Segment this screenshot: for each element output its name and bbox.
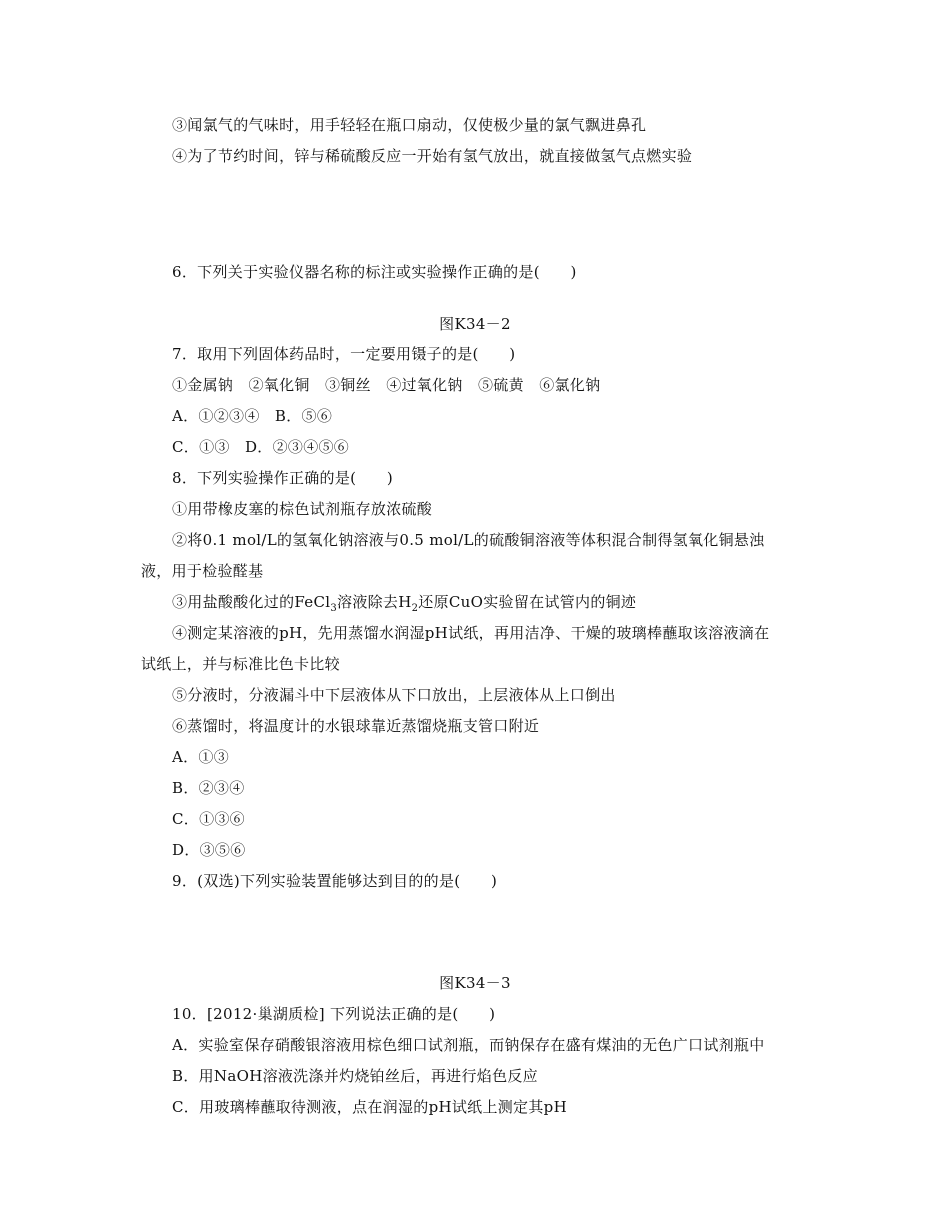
item-4-hydrogen-ignition: ④为了节约时间，锌与稀硫酸反应一开始有氢气放出，就直接做氢气点燃实验 <box>172 147 693 165</box>
subscript-3: 3 <box>330 603 338 614</box>
question-8-item-2: ②将0.1 mol/L的氢氧化钠溶液与0.5 mol/L的硫酸铜溶液等体积混合制得氢氧化铜悬浊 <box>172 531 765 549</box>
question-8-item-2-cont: 液，用于检验醛基 <box>141 562 264 580</box>
question-9: 9．(双选)下列实验装置能够达到目的的是( ) <box>172 872 498 890</box>
question-8-option-b: B．②③④ <box>172 779 245 797</box>
question-8: 8．下列实验操作正确的是( ) <box>172 469 394 487</box>
question-7-items: ①金属钠 ②氧化铜 ③铜丝 ④过氧化钠 ⑤硫黄 ⑥氯化钠 <box>172 376 601 394</box>
question-10: 10．[2012·巢湖质检] 下列说法正确的是( ) <box>172 1005 496 1023</box>
question-8-option-a: A．①③ <box>172 748 230 766</box>
question-10-option-b: B．用NaOH溶液洗涤并灼烧铂丝后，再进行焰色反应 <box>172 1067 538 1085</box>
question-10-option-c: C．用玻璃棒蘸取待测液，点在润湿的pH试纸上测定其pH <box>172 1098 567 1116</box>
question-8-item-4-cont: 试纸上，并与标准比色卡比较 <box>141 655 340 673</box>
subscript-2: 2 <box>411 603 419 614</box>
question-7-options-ab: A．①②③④ B．⑤⑥ <box>172 407 333 425</box>
item-3-text-b: 溶液除去H <box>337 593 412 611</box>
figure-caption-k34-2: 图K34－2 <box>439 315 511 333</box>
question-10-option-a: A．实验室保存硝酸银溶液用棕色细口试剂瓶，而钠保存在盛有煤油的无色广口试剂瓶中 <box>172 1036 765 1054</box>
question-8-item-3 <box>172 592 636 612</box>
question-7-options-cd: C．①③ D．②③④⑤⑥ <box>172 438 350 456</box>
question-8-item-6: ⑥蒸馏时，将温度计的水银球靠近蒸馏烧瓶支管口附近 <box>172 717 540 735</box>
question-8-option-c: C．①③⑥ <box>172 810 245 828</box>
figure-caption-k34-3: 图K34－3 <box>439 974 511 992</box>
question-8-item-5: ⑤分液时，分液漏斗中下层液体从下口放出，上层液体从上口倒出 <box>172 686 616 704</box>
question-8-option-d: D．③⑤⑥ <box>172 841 246 859</box>
item-3-text-a: ③用盐酸酸化过的FeCl <box>172 593 331 611</box>
question-7: 7．取用下列固体药品时，一定要用镊子的是( ) <box>172 345 516 363</box>
item-3-chlorine-smell: ③闻氯气的气味时，用手轻轻在瓶口扇动，仅使极少量的氯气飘进鼻孔 <box>172 116 647 134</box>
question-8-item-4: ④测定某溶液的pH，先用蒸馏水润湿pH试纸，再用洁净、干燥的玻璃棒蘸取该溶液滴在 <box>172 624 770 642</box>
question-8-item-1: ①用带橡皮塞的棕色试剂瓶存放浓硫酸 <box>172 500 433 518</box>
question-6: 6．下列关于实验仪器名称的标注或实验操作正确的是( ) <box>172 263 577 281</box>
item-3-text-c: 还原CuO实验留在试管内的铜迹 <box>418 593 637 611</box>
